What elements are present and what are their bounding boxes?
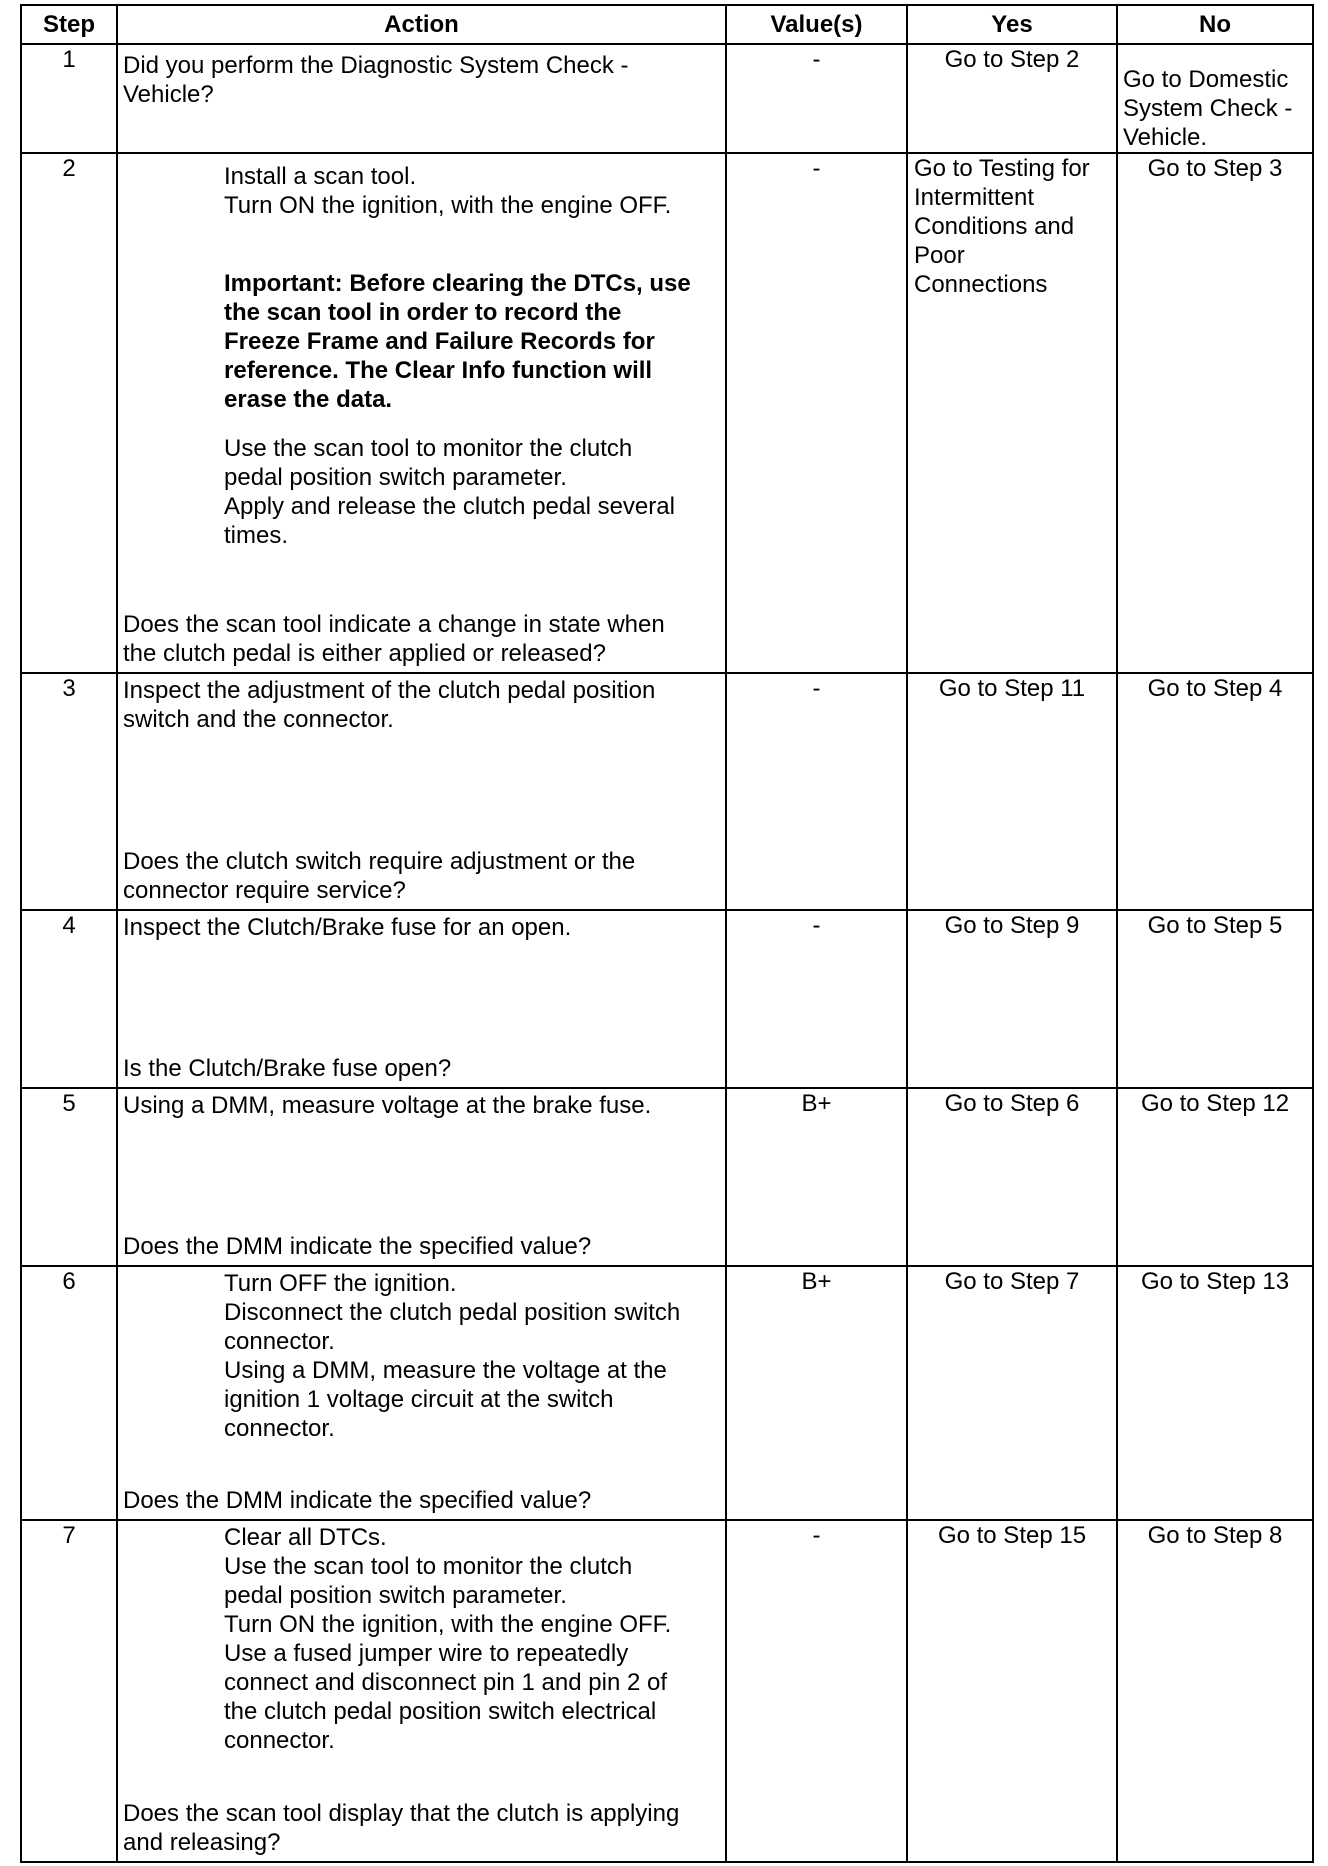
action-line: Inspect the adjustment of the clutch pedal position [123, 677, 656, 704]
action-line: switch and the connector. [123, 706, 394, 733]
action-cell [117, 1520, 726, 1862]
table-row-step-2 [21, 153, 1313, 673]
action-line: Using a DMM, measure the voltage at the [224, 1357, 667, 1384]
step-number: 3 [21, 673, 117, 910]
header-step: Step [21, 5, 117, 44]
value-cell: - [726, 1520, 907, 1862]
no-line: Go to Domestic [1123, 66, 1289, 93]
table-row-step-4 [21, 910, 1313, 1088]
yes-cell: Go to Step 6 [907, 1088, 1117, 1266]
action-line: connector. [224, 1328, 335, 1355]
yes-cell: Go to Step 11 [907, 673, 1117, 910]
action-cell [117, 910, 726, 1088]
yes-cell: Go to Step 9 [907, 910, 1117, 1088]
diagnostic-table [20, 4, 1314, 1863]
yes-line: Poor [914, 242, 965, 269]
action-line: connector. [224, 1727, 335, 1754]
yes-line: Intermittent [914, 184, 1035, 211]
action-line: connector. [224, 1415, 335, 1442]
action-line: Did you perform the Diagnostic System Check - [123, 52, 629, 79]
question-line: Is the Clutch/Brake fuse open? [123, 1055, 452, 1082]
header-action: Action [117, 5, 726, 44]
question-line: connector require service? [123, 877, 406, 904]
action-line: the clutch pedal position switch electrical [224, 1698, 657, 1725]
no-cell: Go to Step 5 [1117, 910, 1313, 1088]
action-line: ignition 1 voltage circuit at the switch [224, 1386, 614, 1413]
step-number: 5 [21, 1088, 117, 1266]
question-line: Does the clutch switch require adjustment or the [123, 848, 636, 875]
step-number: 1 [21, 44, 117, 153]
value-cell: - [726, 673, 907, 910]
value-cell: - [726, 153, 907, 673]
table-row-step-6 [21, 1266, 1313, 1520]
action-line: pedal position switch parameter. [224, 1582, 567, 1609]
action-line: Turn OFF the ignition. [224, 1270, 457, 1297]
value-cell: B+ [726, 1266, 907, 1520]
action-line: Disconnect the clutch pedal position switch [224, 1299, 681, 1326]
question-line: Does the DMM indicate the specified value? [123, 1233, 592, 1260]
header-row [21, 5, 1313, 44]
yes-cell: Go to Step 15 [907, 1520, 1117, 1862]
action-cell [117, 673, 726, 910]
important-note-line: Freeze Frame and Failure Records for [224, 328, 655, 355]
action-line: Use the scan tool to monitor the clutch [224, 435, 633, 462]
action-line: connect and disconnect pin 1 and pin 2 of [224, 1669, 667, 1696]
no-line: Vehicle. [1123, 124, 1208, 151]
action-line: times. [224, 522, 289, 549]
yes-line: Conditions and [914, 213, 1075, 240]
step-number: 7 [21, 1520, 117, 1862]
no-cell: Go to Step 12 [1117, 1088, 1313, 1266]
table-row-step-5 [21, 1088, 1313, 1266]
yes-cell [907, 153, 1117, 673]
no-cell: Go to Step 13 [1117, 1266, 1313, 1520]
action-line: Install a scan tool. [224, 163, 417, 190]
action-line: Apply and release the clutch pedal several [224, 493, 675, 520]
yes-line: Go to Testing for [914, 155, 1090, 182]
header-yes: Yes [907, 5, 1117, 44]
action-line: Inspect the Clutch/Brake fuse for an open. [123, 914, 572, 941]
no-cell: Go to Step 4 [1117, 673, 1313, 910]
table-row-step-3 [21, 673, 1313, 910]
yes-cell: Go to Step 7 [907, 1266, 1117, 1520]
no-cell: Go to Step 8 [1117, 1520, 1313, 1862]
yes-cell: Go to Step 2 [907, 44, 1117, 153]
table-row-step-1 [21, 44, 1313, 153]
question-line: Does the scan tool indicate a change in state when [123, 611, 665, 638]
important-note-line: the scan tool in order to record the [224, 299, 622, 326]
action-line: Turn ON the ignition, with the engine OFF. [224, 1611, 672, 1638]
header-no: No [1117, 5, 1313, 44]
question-line: the clutch pedal is either applied or released? [123, 640, 606, 667]
action-line: Using a DMM, measure voltage at the brake fuse. [123, 1092, 652, 1119]
action-line: Turn ON the ignition, with the engine OFF. [224, 192, 672, 219]
value-cell: B+ [726, 1088, 907, 1266]
no-line: System Check - [1123, 95, 1293, 122]
important-note-line: reference. The Clear Info function will [224, 357, 653, 384]
question-line: Does the scan tool display that the clutch is applying [123, 1800, 680, 1827]
action-line: Vehicle? [123, 81, 214, 108]
action-cell [117, 1266, 726, 1520]
value-cell: - [726, 44, 907, 153]
question-line: Does the DMM indicate the specified value? [123, 1487, 592, 1514]
action-line: Clear all DTCs. [224, 1524, 387, 1551]
action-cell [117, 153, 726, 673]
important-note-line: Important: Before clearing the DTCs, use [224, 270, 691, 297]
table-row-step-7 [21, 1520, 1313, 1862]
no-cell: Go to Step 3 [1117, 153, 1313, 673]
action-line: pedal position switch parameter. [224, 464, 567, 491]
action-line: Use the scan tool to monitor the clutch [224, 1553, 633, 1580]
action-cell [117, 1088, 726, 1266]
step-number: 2 [21, 153, 117, 673]
step-number: 6 [21, 1266, 117, 1520]
header-values: Value(s) [726, 5, 907, 44]
important-note-line: erase the data. [224, 386, 393, 413]
value-cell: - [726, 910, 907, 1088]
no-cell [1117, 44, 1313, 153]
action-cell [117, 44, 726, 153]
question-line: and releasing? [123, 1829, 281, 1856]
step-number: 4 [21, 910, 117, 1088]
action-line: Use a fused jumper wire to repeatedly [224, 1640, 629, 1667]
yes-line: Connections [914, 271, 1048, 298]
